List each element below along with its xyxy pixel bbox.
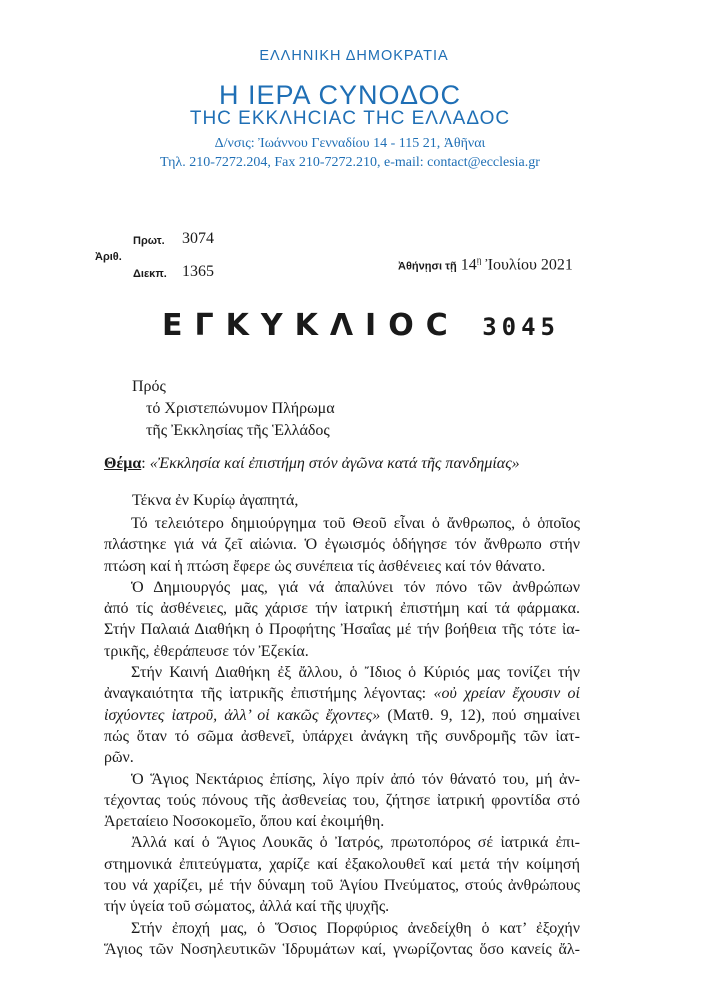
body-line: τρικῆς, ἐθεράπευσε τόν Ἐζεκία. (104, 642, 309, 660)
republic-title: ΕΛΛΗΝΙΚΗ ΔΗΜΟΚΡΑΤΙΑ (259, 48, 449, 64)
body-line (104, 683, 580, 704)
body-text: (Ματθ. 9, 12), πού σημαίνει (380, 706, 581, 724)
encyclical-title (162, 308, 560, 343)
body-line: Ὁ Ἅγιος Νεκτάριος ἐπίσης, λίγο πρίν ἀπό τόν θάνατό του, μή ἀν- (131, 770, 580, 788)
recipient-line-2: τό Χριστεπώνυμον Πλήρωμα (146, 400, 335, 417)
body-line: Ἅγιος τῶν Νοσηλευτικῶν Ἱδρυμάτων καί, γνωρίζοντας ὅσο κανείς ἄλ- (104, 940, 580, 958)
dispatch-number: 1365 (182, 263, 214, 280)
synod-title: Η ΙΕΡΑ CΥΝΟΔΟC (219, 80, 461, 110)
body-line: Ἀλλά καί ὁ Ἅγιος Λουκᾶς ὁ Ἰατρός, πρωτοπόρος σέ ἰατρικά ἐπι- (131, 834, 580, 852)
body-text: ἀναγκαιότητα τῆς ἰατρικῆς ἐπιστήμης λέγοντας: (104, 685, 434, 703)
body-line: τέχοντας τούς πόνους τῆς ἀσθενείας του, ζήτησε ἰατρική φροντίδα στό (104, 791, 580, 809)
number-label: Ἀριθ. (95, 251, 122, 263)
date-line (398, 255, 573, 274)
church-title: ΤΗC ΕΚΚΛΗCΙΑC ΤΗC ΕΛΛΑΔΟC (189, 108, 511, 129)
subject-label: Θέμα (104, 455, 142, 472)
encyclical-number: 3045 (482, 313, 560, 341)
body-line: Στήν Καινή Διαθήκη ἐξ ἄλλου, ὁ Ἴδιος ὁ Κύριός μας τονίζει τήν (131, 664, 580, 682)
date-superscript: ῃ (476, 255, 482, 265)
body-line: Ἀρεταίειο Νοσοκομεῖο, ὅπου καί ἐκοιμήθη. (104, 813, 385, 831)
encyclical-word: ΕΓΚΥΚΛΙΟC (162, 308, 460, 343)
subject-line (104, 455, 520, 473)
recipient-line-1: Πρός (132, 378, 166, 395)
scripture-quote: ἰσχύοντες ἰατροῦ, ἀλλ’ οἱ κακῶς ἔχοντες» (104, 706, 381, 724)
body-line: Ὁ Δημιουργός μας, γιά νά ἀπαλύνει τόν πόνο τῶν ἀνθρώπων (131, 578, 580, 596)
body-line: Τό τελειότερο δημιούργημα τοῦ Θεοῦ εἶναι ὁ ἄνθρωπος, ὁ ὁποῖος (131, 515, 580, 532)
body-line (104, 705, 580, 726)
recipient-line-3: τῆς Ἐκκλησίας τῆς Ἑλλάδος (146, 422, 330, 439)
body-line: ρῶν. (104, 749, 134, 767)
dispatch-label: Διεκπ. (133, 268, 167, 280)
body-line: πώς ὅταν τό σῶμα ἀσθενεῖ, ὑπάρχει ἀνάγκη τῆς συνδρομῆς τῶν ἰατ- (104, 727, 580, 745)
date-month-year: Ἰουλίου 2021 (485, 256, 573, 274)
date-label: Ἀθήνῃσι τῇ (398, 260, 457, 273)
body-line: πτώση καί ἡ πτώση ἔφερε ὡς συνέπεια τίς ἀσθένειες καί τόν θάνατο. (104, 557, 546, 575)
body-line: του νά χαρίζει, μέ τήν δύναμη τοῦ Ἁγίου Πνεύματος, στούς ἀνθρώπους (104, 877, 580, 895)
body-line: στημονικά ἐπιτεύγματα, χαρίζε καί ἐξακολουθεῖ καί μετά τήν κοίμησή (104, 855, 580, 873)
scripture-quote: «οὐ χρείαν ἔχουσιν οἱ (433, 685, 581, 703)
contact-line: Τηλ. 210-7272.204, Fax 210-7272.210, e-mail: contact@ecclesia.gr (160, 155, 540, 170)
greeting: Τέκνα ἐν Κυρίῳ ἀγαπητά, (132, 492, 299, 509)
date-day: 14 (460, 256, 477, 274)
subject-text: «Ἐκκλησία καί ἐπιστήμη στόν ἀγῶνα κατά τῆς πανδημίας» (145, 455, 520, 472)
body-line: τήν ὑγεία τοῦ σώματος, ἀλλά καί τῆς ψυχῆς. (104, 898, 390, 916)
protocol-label: Πρωτ. (133, 235, 165, 247)
body-line: Στήν ἐποχή μας, ὁ Ὅσιος Πορφύριος ἀνεδείχθη ὁ κατ’ ἐξοχήν (131, 919, 580, 937)
body-line: ἀπό τίς ἀσθένειες, μᾶς χάρισε τήν ἰατρική ἐπιστήμη καί τά φάρμακα. (104, 600, 580, 618)
subject-colon: : (141, 455, 146, 472)
letter-body (104, 513, 580, 960)
body-line: Στήν Παλαιά Διαθήκη ὁ Προφήτης Ἠσαΐας μέ τήν βοήθεια τῆς τότε ἰα- (104, 621, 580, 639)
protocol-number: 3074 (182, 230, 214, 247)
address-line: Δ/νσις: Ἰωάννου Γενναδίου 14 - 115 21, Ἀθῆναι (214, 136, 486, 151)
body-line: πλάστηκε γιά νά ζεῖ αἰώνια. Ὁ ἐγωισμός ὁδήγησε τόν ἄνθρωπο στήν (104, 536, 580, 554)
